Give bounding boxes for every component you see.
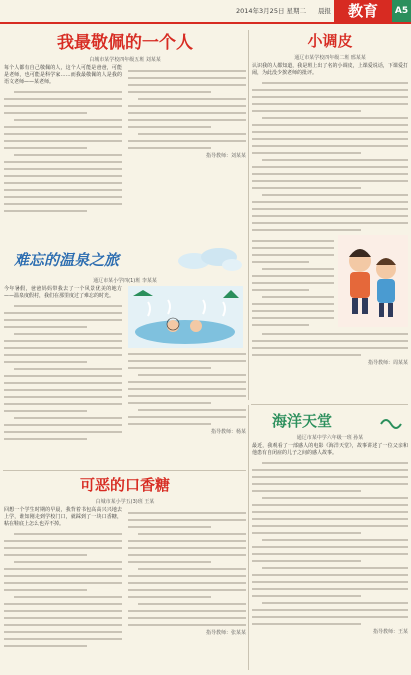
article-respected-person: [4, 32, 246, 240]
article-first-paragraph: 今年暑假，爸爸妈妈带我去了一个风景优美的地方——温泉度假村，我们在那里度过了难忘的时光。: [4, 286, 122, 299]
article-text-block: [4, 302, 122, 442]
article-little-trouble: [252, 30, 408, 402]
article-title: 我最敬佩的一个人: [57, 33, 193, 53]
article-first-paragraph: 每个人都有自己敬佩的人，这个人可能是爸爸，可能是老师，也可能是科学家……而我最敬佩的人是我的语文老师——某老师。: [4, 65, 122, 85]
article-text-block: [252, 237, 334, 328]
article-column: [128, 286, 246, 442]
article-first-paragraph: 最近，我观看了一部感人的电影《海洋天堂》，故事讲述了一位父亲和他患有自闭症的儿子之间的感人故事。: [252, 443, 408, 456]
article-byline: 白城市某小学五(3)班 王某: [95, 499, 155, 505]
teacher-credit: 指导教师：刘某某: [205, 153, 246, 159]
article-text-block: [128, 509, 246, 628]
teacher-credit: 指导教师：王某: [372, 629, 408, 635]
paper-name: 晨报: [318, 7, 331, 15]
article-column: [4, 65, 122, 214]
article-title: 海洋天堂: [272, 412, 333, 430]
article-title: 难忘的温泉之旅: [14, 251, 120, 269]
page-header: [0, 0, 411, 24]
article-sea-heaven: [252, 408, 408, 672]
section-divider: [3, 470, 246, 471]
article-byline: 通辽市某中学六年级一班 孙某: [296, 435, 364, 441]
article-byline: 通辽市某学校四年级二班 邢某某: [294, 55, 366, 61]
section-logo: 教育: [334, 0, 392, 22]
article-hot-spring: [4, 245, 246, 467]
article-column: [128, 507, 246, 649]
article-text-block: [4, 88, 122, 214]
article-annoying-gum: [4, 474, 246, 672]
clouds-illustration: [174, 245, 244, 273]
article-column: [4, 507, 122, 649]
article-first-paragraph: 认识我的人都知道，我是班上出了名的小调皮，上课爱说话，下课爱打闹，为此没少挨老师的批评。: [252, 63, 408, 76]
article-column: [128, 65, 246, 214]
teacher-credit: 指导教师：周某某: [367, 360, 408, 366]
hot-spring-illustration: [128, 286, 243, 348]
column-divider: [248, 30, 249, 400]
article-text-block: [128, 67, 246, 151]
article-text-block: [252, 330, 408, 358]
article-text-block: [4, 530, 122, 649]
children-illustration: [338, 235, 408, 327]
article-column: [252, 235, 334, 328]
issue-date: 2014年3月25日 星期二: [236, 7, 307, 15]
wave-icon: [380, 414, 404, 430]
teacher-credit: 指导教师：杨某: [210, 429, 246, 435]
section-divider: [251, 404, 408, 405]
teacher-credit: 指导教师：张某某: [205, 630, 246, 636]
article-title: 可恶的口香糖: [79, 476, 170, 494]
article-byline: 通辽市某小学四(1)班 李某某: [93, 278, 157, 284]
article-text-block: [252, 459, 408, 627]
article-first-paragraph: 回想一个学生时期的早晨，我背着书包高高兴兴地去上学，谁知刚走到学校门口，就踩到了一块口香糖，粘在鞋底上怎么也弄不掉。: [4, 507, 122, 527]
page-number: A5: [392, 0, 411, 22]
article-text-block: [128, 350, 246, 427]
article-column: [4, 286, 122, 442]
article-title: 小调皮: [307, 32, 353, 50]
column-divider: [248, 405, 249, 670]
article-text-block: [252, 79, 408, 233]
article-byline: 白城市某学校四年级五班 刘某某: [89, 57, 161, 63]
